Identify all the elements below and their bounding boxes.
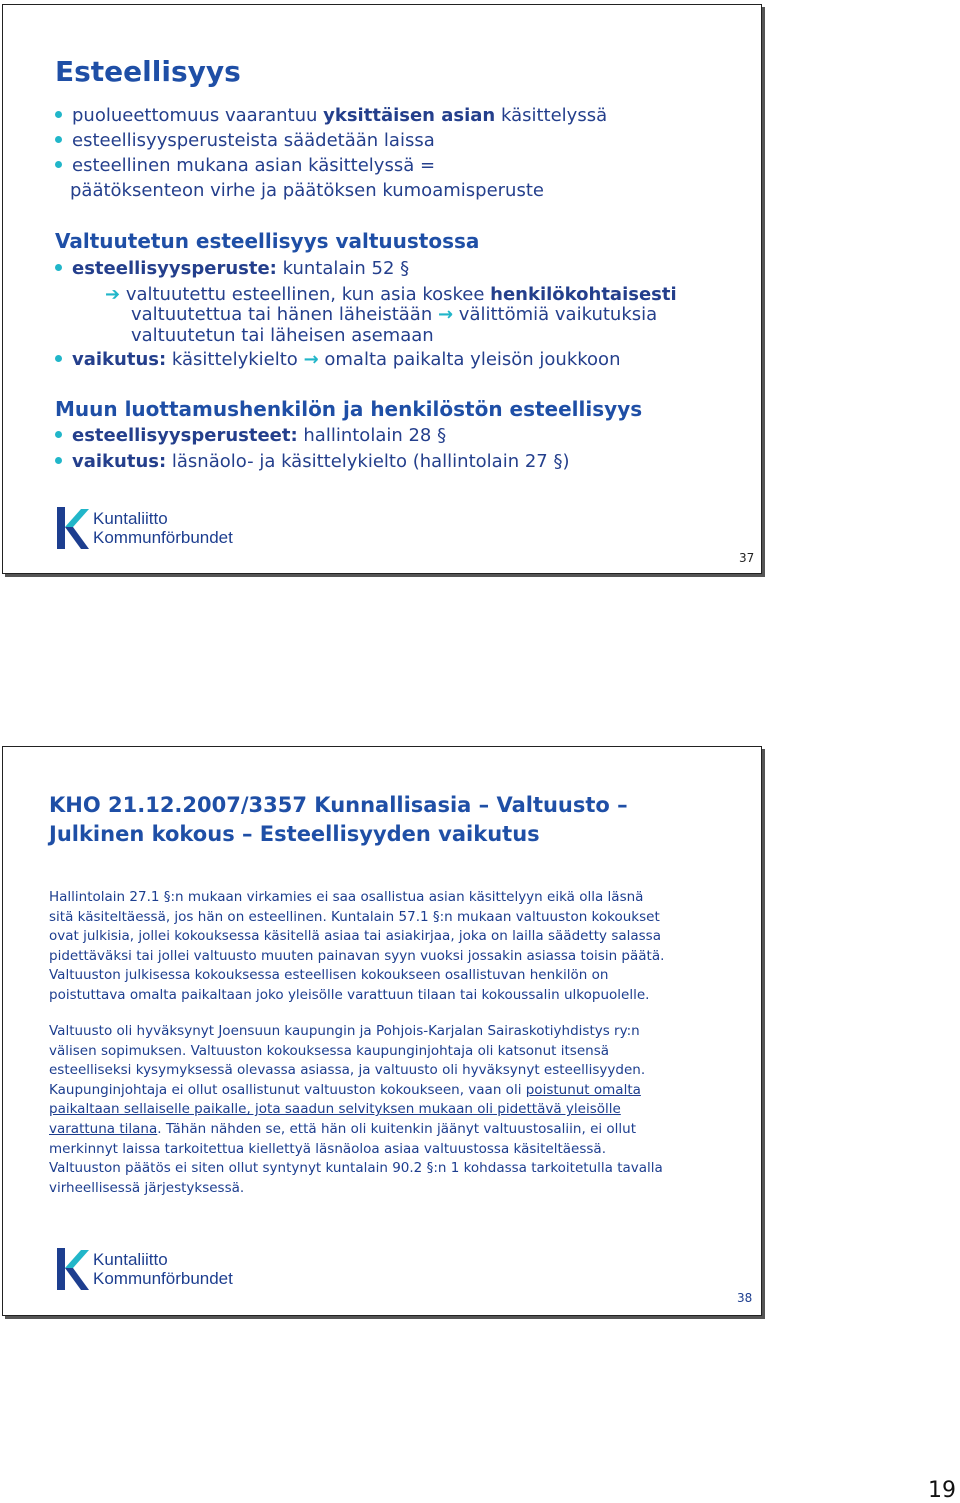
bullet-dot-icon	[55, 431, 62, 438]
bullet-item: esteellinen mukana asian käsittelyssä =	[55, 155, 435, 177]
arrow-right-icon: →	[437, 304, 454, 325]
bullet-item: vaikutus: käsittelykielto → omalta paikalta yleisön joukkoon	[55, 349, 620, 371]
slide-page-number: 37	[739, 551, 755, 565]
slide-title: Esteellisyys	[55, 55, 241, 88]
bullet-item: puolueettomuus vaarantuu yksittäisen asian käsittelyssä	[55, 105, 607, 127]
underlined-phrase: poistunut omalta	[525, 1081, 641, 1098]
kuntaliitto-logo	[55, 1246, 255, 1292]
bullet-item: vaikutus: läsnäolo- ja käsittelykielto (hallintolain 27 §)	[55, 451, 569, 473]
sub-bullet-item: ➔ valtuutettu esteellinen, kun asia koskee henkilökohtaisesti	[105, 284, 677, 305]
arrow-right-icon: →	[303, 349, 319, 370]
kuntaliitto-logo	[55, 505, 255, 551]
slide-title: KHO 21.12.2007/3357 Kunnallisasia – Valtuusto – Julkinen kokous – Esteellisyyden vaikutus	[49, 793, 628, 846]
bullet-dot-icon	[55, 264, 62, 271]
underlined-phrase: varattuna tilana	[49, 1120, 158, 1137]
document-page-number: 19	[928, 1478, 956, 1503]
bullet-item: esteellisyysperusteet: hallintolain 28 §	[55, 425, 446, 447]
kuntaliitto-logo-icon	[55, 1246, 91, 1292]
double-arrow-right-icon: ➔	[105, 284, 121, 305]
sub-bullet-line: valtuutettua tai hänen läheistään → välittömiä vaikutuksia	[131, 304, 658, 325]
slide-37	[2, 4, 762, 574]
paragraph-case-text: Valtuusto oli hyväksynyt Joensuun kaupungin ja Pohjois-Karjalan Sairaskotiyhdistys ry:n välisen sopimuksen. Valtuuston kokouksessa kaupunginjohtaja oli katsonut itsensä esteelliseksi kysymyksessä olevassa asiassa, ja valtuusto oli hyväksynyt esteellisyyden. Kaupunginjohtaja ei ollut osallistunut valtuuston kokoukseen, vaan oli poistunut omalta paikaltaan sellaiselle paikalle, jota saadun selvityksen mukaan oli pidettävä yleisölle varattuna tilana. Tähän nähden se, että hän oli kuitenkin jäänyt valtuustosaliin, ei ollut merkinnyt laissa tarkoitettua kiellettyä läsnäoloa asiaa valtuustossa käsiteltäessä. Valtuuston päätös ei siten ollut syntynyt kuntalain 90.2 §:n 1 kohdassa tarkoitetulla tavalla virheellisessä järjestyksessä.	[49, 1023, 663, 1196]
slide-38	[2, 746, 762, 1316]
slide-page-number: 38	[737, 1291, 753, 1305]
bullet-item: esteellisyysperusteista säädetään laissa	[55, 130, 435, 152]
bullet-dot-icon	[55, 161, 62, 168]
section-heading: Muun luottamushenkilön ja henkilöstön esteellisyys	[55, 397, 643, 421]
logo-wordmark: Kuntaliitto Kommunförbundet	[93, 1250, 233, 1288]
underlined-phrase: paikaltaan sellaiselle paikalle, jota saadun selvityksen mukaan oli pidettävä yleisölle	[49, 1101, 621, 1118]
section-heading: Valtuutetun esteellisyys valtuustossa	[55, 229, 480, 253]
bullet-item: esteellisyysperuste: kuntalain 52 §	[55, 258, 409, 280]
sub-bullet-line: valtuutetun tai läheisen asemaan	[131, 325, 434, 346]
bullet-continuation: päätöksenteon virhe ja päätöksen kumoamisperuste	[70, 180, 544, 201]
logo-wordmark: Kuntaliitto Kommunförbundet	[93, 509, 233, 547]
bullet-dot-icon	[55, 111, 62, 118]
paragraph-law-text: Hallintolain 27.1 §:n mukaan virkamies ei saa osallistua asian käsittelyyn eikä olla läsnä sitä käsiteltäessä, jos hän on esteellinen. Kuntalain 57.1 §:n mukaan valtuuston kokoukset ovat julkisia, jollei kokouksessa käsitellä asiaa tai asiakirjaa, joka on lailla säädetty salassa pidettäväksi tai jollei valtuusto muuten painavan syyn vuoksi jossakin asiassa toisin päätä. Valtuuston julkisessa kokouksessa esteellisen kokoukseen osallistuvan henkilön on poistuttava omalta paikaltaan joko yleisölle varattuun tilaan tai kokoussalin ulkopuolelle.	[49, 889, 665, 1003]
kuntaliitto-logo-icon	[55, 505, 91, 551]
bullet-dot-icon	[55, 457, 62, 464]
bullet-dot-icon	[55, 136, 62, 143]
bullet-dot-icon	[55, 355, 62, 362]
